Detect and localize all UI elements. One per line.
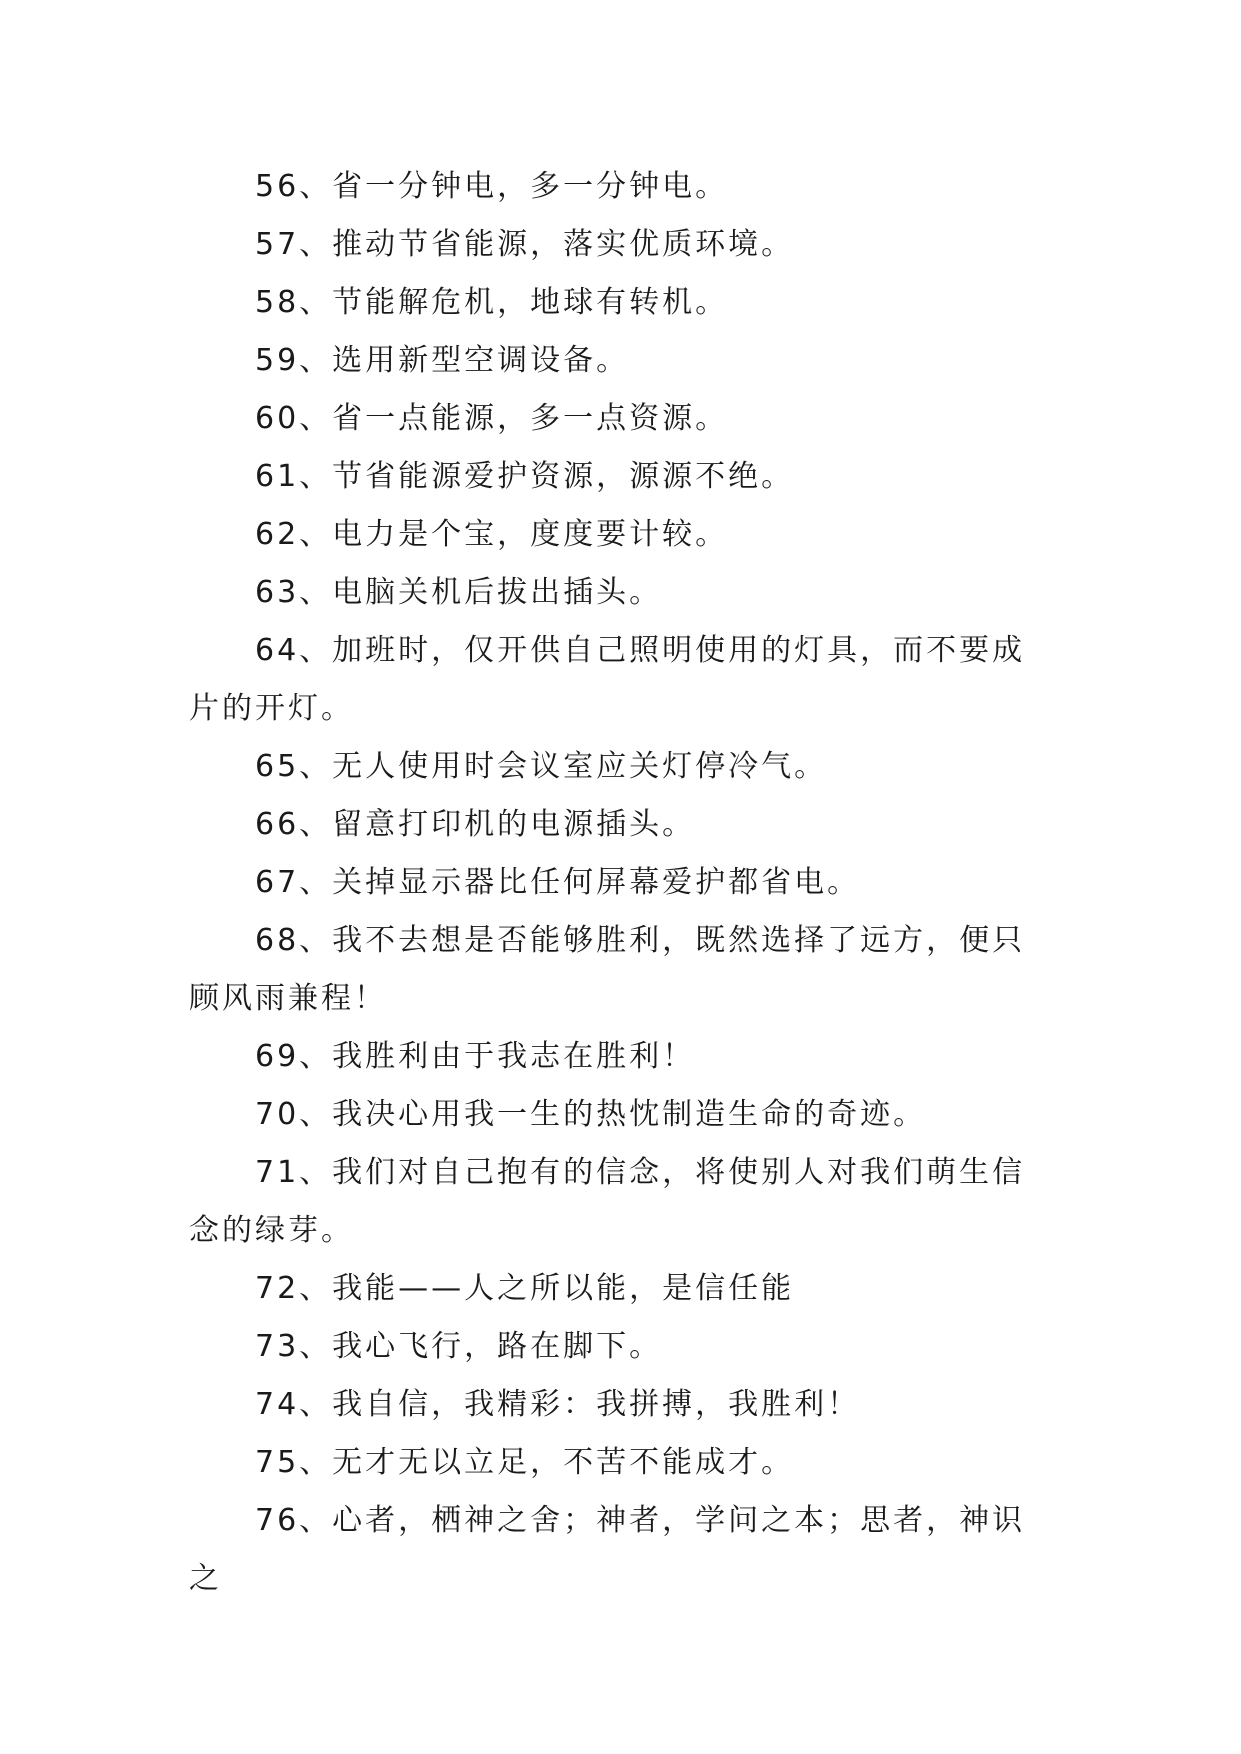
- paragraph-61: 61、节省能源爱护资源，源源不绝。: [255, 459, 795, 494]
- paragraph-66: 66、留意打印机的电源插头。: [255, 807, 696, 842]
- paragraph-76: 76、心者，栖神之舍；神者，学问之本；思者，神识之: [189, 1503, 1026, 1596]
- paragraph-56: 56、省一分钟电，多一分钟电。: [255, 169, 729, 204]
- paragraph-57: 57、推动节省能源，落实优质环境。: [255, 227, 795, 262]
- paragraph-68: 68、我不去想是否能够胜利，既然选择了远方，便只顾风雨兼程！: [189, 923, 1026, 1016]
- document-body: [189, 158, 1051, 1608]
- paragraph-63: 63、电脑关机后拔出插头。: [255, 575, 663, 610]
- paragraph-60: 60、省一点能源，多一点资源。: [255, 401, 729, 436]
- paragraph-75: 75、无才无以立足，不苦不能成才。: [255, 1445, 795, 1480]
- paragraph-58: 58、节能解危机，地球有转机。: [255, 285, 729, 320]
- paragraph-71: 71、我们对自己抱有的信念，将使别人对我们萌生信念的绿芽。: [189, 1155, 1026, 1248]
- paragraph-64: 64、加班时，仅开供自己照明使用的灯具，而不要成片的开灯。: [189, 633, 1026, 726]
- paragraph-62: 62、电力是个宝，度度要计较。: [255, 517, 729, 552]
- paragraph-59: 59、选用新型空调设备。: [255, 343, 630, 378]
- paragraph-67: 67、关掉显示器比任何屏幕爱护都省电。: [255, 865, 861, 900]
- paragraph-74: 74、我自信，我精彩：我拼搏，我胜利！: [255, 1387, 861, 1422]
- paragraph-69: 69、我胜利由于我志在胜利！: [255, 1039, 696, 1074]
- paragraph-65: 65、无人使用时会议室应关灯停冷气。: [255, 749, 828, 784]
- paragraph-72: 72、我能——人之所以能，是信任能: [255, 1271, 795, 1306]
- paragraph-70: 70、我决心用我一生的热忱制造生命的奇迹。: [255, 1097, 927, 1132]
- paragraph-73: 73、我心飞行，路在脚下。: [255, 1329, 663, 1364]
